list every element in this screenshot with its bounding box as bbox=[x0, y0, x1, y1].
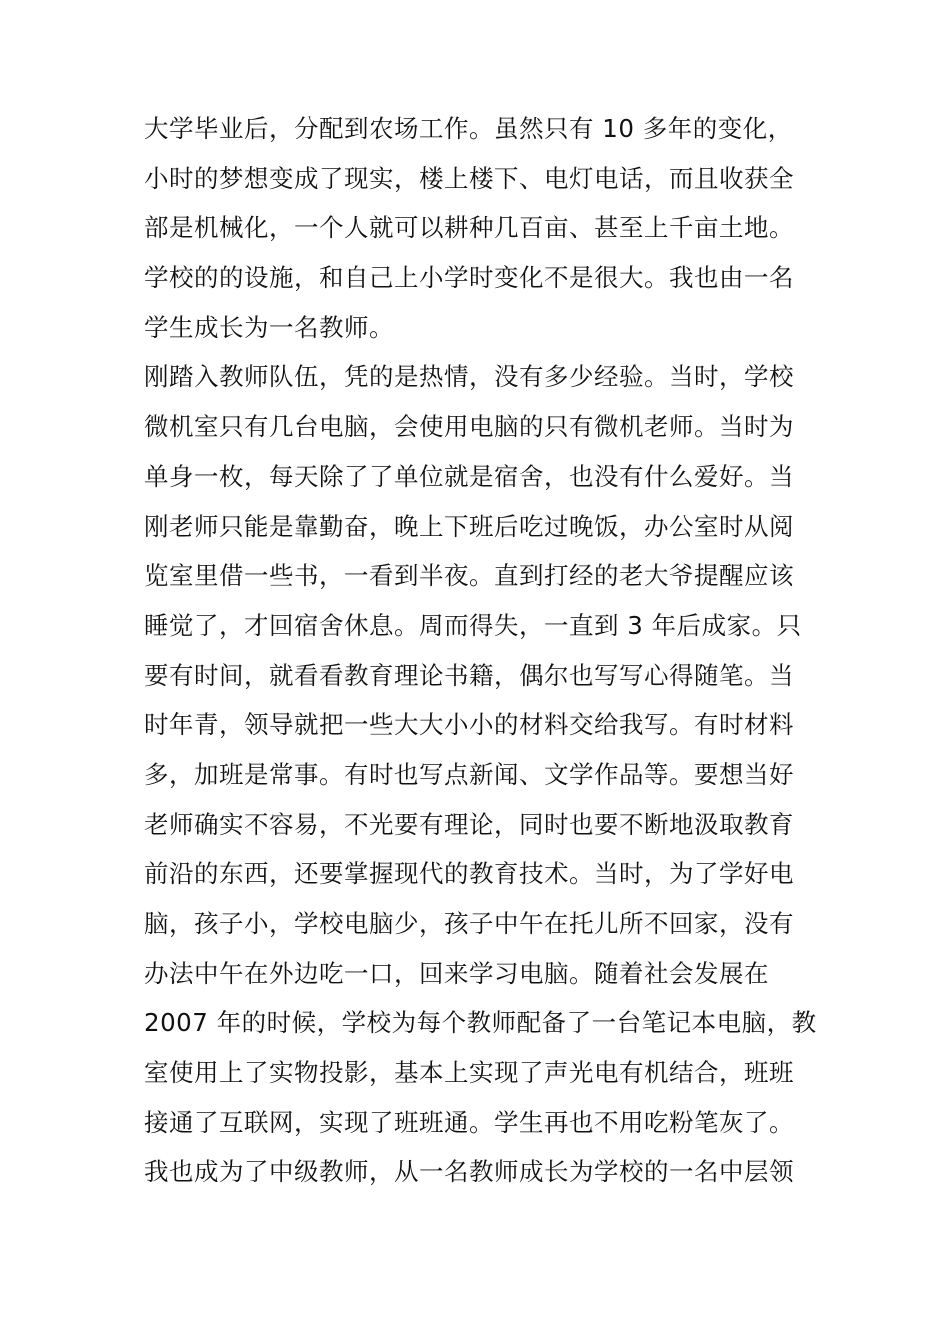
text-line: 小时的梦想变成了现实，楼上楼下、电灯电话，而且收获全 bbox=[144, 163, 794, 193]
text-line: 接通了互联网，实现了班班通。学生再也不用吃粉笔灰了。 bbox=[144, 1107, 794, 1137]
text-line: 大学毕业后，分配到农场工作。虽然只有 10 多年的变化， bbox=[144, 114, 793, 143]
text-line: 微机室只有几台电脑，会使用电脑的只有微机老师。当时为 bbox=[144, 412, 794, 442]
text-line: 脑，孩子小，学校电脑少，孩子中午在托儿所不回家，没有 bbox=[144, 909, 794, 938]
text-line: 刚老师只能是靠勤奋，晚上下班后吃过晚饭，办公室时从阅 bbox=[144, 511, 794, 541]
text-line: 前沿的东西，还要掌握现代的教育技术。当时，为了学好电 bbox=[144, 859, 794, 889]
text-line: 室使用上了实物投影，基本上实现了声光电有机结合，班班 bbox=[144, 1058, 794, 1088]
text-line: 2007 年的时候，学校为每个教师配备了一台笔记本电脑，教 bbox=[144, 1008, 817, 1038]
text-line: 学校的的设施，和自己上小学时变化不是很大。我也由一名 bbox=[144, 263, 794, 293]
text-line: 单身一枚，每天除了了单位就是宿舍，也没有什么爱好。当 bbox=[144, 461, 794, 491]
text-line: 学生成长为一名教师。 bbox=[144, 312, 394, 342]
text-line: 刚踏入教师队伍，凭的是热情，没有多少经验。当时，学校 bbox=[144, 362, 794, 392]
text-line: 要有时间，就看看教育理论书籍，偶尔也写写心得随笔。当 bbox=[144, 660, 794, 690]
text-line: 时年青，领导就把一些大大小小的材料交给我写。有时材料 bbox=[144, 710, 794, 740]
body-text bbox=[144, 104, 824, 1197]
text-line: 部是机械化，一个人就可以耕种几百亩、甚至上千亩土地。 bbox=[144, 213, 794, 243]
text-line: 办法中午在外边吃一口，回来学习电脑。随着社会发展在 bbox=[144, 958, 769, 988]
text-line: 览室里借一些书，一看到半夜。直到打经的老大爷提醒应该 bbox=[144, 561, 794, 591]
text-line: 睡觉了，才回宿舍休息。周而得失，一直到 3 年后成家。只 bbox=[144, 610, 802, 640]
text-line: 老师确实不容易，不光要有理论，同时也要不断地汲取教育 bbox=[144, 809, 794, 839]
text-line: 我也成为了中级教师，从一名教师成长为学校的一名中层领 bbox=[144, 1157, 794, 1187]
text-line: 多，加班是常事。有时也写点新闻、文学作品等。要想当好 bbox=[144, 759, 794, 789]
